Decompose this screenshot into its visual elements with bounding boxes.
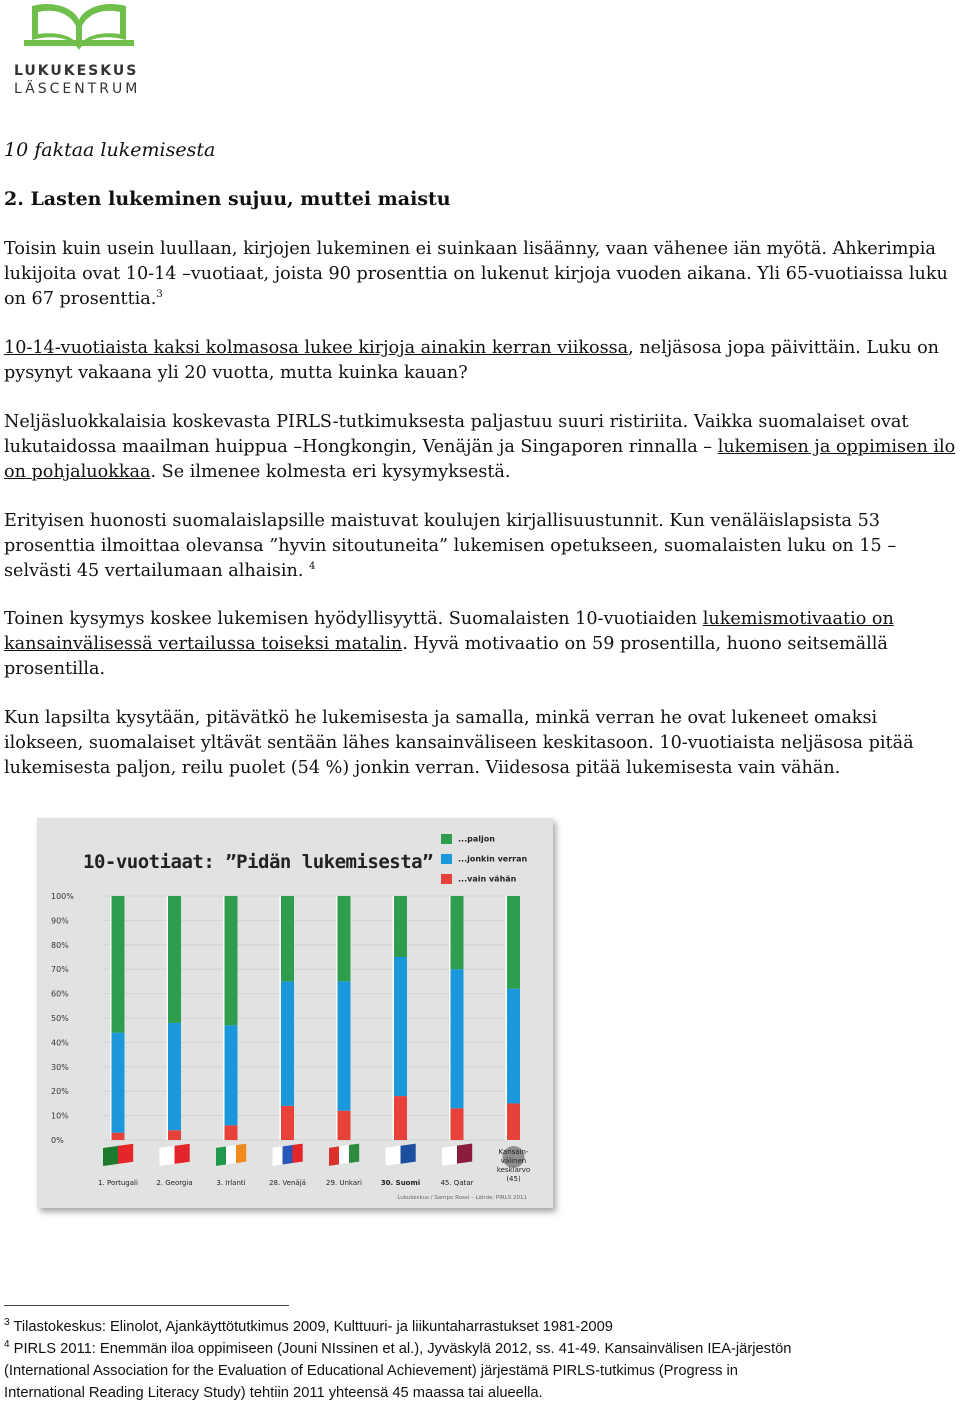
bar-segment [225,1025,238,1125]
document-title: 10 faktaa lukemisesta [4,139,216,161]
bar-segment [225,896,238,1025]
flag-stripe [386,1146,401,1166]
bar-segment [507,1103,520,1140]
footnote-4-line-2: (International Association for the Evaluation of Educational Achievement) järjestämä PIRLS-tutkimus (Progress in [4,1363,738,1379]
paragraph-6 [4,706,959,780]
y-tick-label: 50% [51,1014,69,1023]
logo-text-finnish: LUKUKESKUS [14,63,139,79]
paragraph-6-text: Kun lapsilta kysytään, pitävätkö he lukemisesta ja samalla, minkä verran he ovat lukeneet omaksi ilokseen, suomalaiset yltävät sentään lähes kansainväliseen keskitasoon. 10-vuotiaista neljäsosa pitää lukemisesta paljon, reilu puolet (54 %) jonkin verran. Viidesosa pitää lukemisesta vain vähän. [4,708,914,778]
logo-text-swedish: LÄSCENTRUM [14,81,141,97]
flag-stripe [273,1146,283,1165]
footnote-4-number: 4 [4,1339,10,1351]
bar-segment [394,1096,407,1140]
paragraph-3-underlined: lukemisen ja oppimisen ilo on pohjaluokkaa [4,436,956,482]
flag-stripe [175,1144,190,1164]
paragraph-4 [4,509,959,583]
bar-segment [225,1125,238,1140]
country-label: 28. Venäjä [269,1179,306,1187]
bar-segment [507,896,520,989]
flag-stripe [103,1146,118,1166]
open-book-icon [4,0,154,62]
flag-stripe [329,1146,339,1165]
bar-edge [449,896,451,1140]
y-tick-label: 40% [51,1038,69,1048]
flag-stripe [118,1144,133,1164]
bar-edge [167,896,169,1140]
bar-edge [280,896,282,1140]
paragraph-4-text: Erityisen huonosti suomalaislapsille maistuvat koulujen kirjallisuustunnit. Kun venäläislapsista 53 prosenttia ilmoittaa olevansa ”hyvin sitoutuneita” lukemisen opetukseen, suomalaisten luku on 15 – selvästi 45 vertailumaan alhaisin. [4,511,897,581]
country-label: 29. Unkari [326,1179,362,1187]
paragraph-2-text: , neljäsosa jopa päivittäin. Luku on pysynyt vakaana yli 20 vuotta, mutta kuinka kauan? [4,338,940,383]
footnote-3 [4,1316,944,1338]
footnote-3-number: 3 [4,1317,10,1329]
country-label: Kansain- välinen keskiarvo (45) [496,1148,531,1183]
flag-stripe [293,1144,303,1163]
bar-segment [112,1033,125,1133]
paragraph-5-text-before: Toinen kysymys koskee lukemisen hyödyllisyyttä. Suomalaisten 10-vuotiaiden [4,609,703,629]
paragraph-5 [4,607,959,681]
bar-segment [168,1130,181,1140]
paragraph-3-text-before: Neljäsluokkalaisia koskevasta PIRLS-tutkimuksesta paljastuu suuri ristiriita. Vaikka suomalaiset ovat lukutaidossa maailman huippua –Hongkongin, Venäjän ja Singaporen rinnalla – [4,412,909,457]
bar-segment [112,896,125,1033]
bar-segment [394,896,407,957]
footnote-ref-3[interactable]: 3 [156,288,163,300]
chart-title: 10-vuotiaat: ”Pidän lukemisesta” [83,851,434,873]
footnote-3-text: Tilastokeskus: Elinolot, Ajankäyttötutkimus 2009, Kulttuuri- ja liikuntaharrastukset 1981-2009 [13,1319,613,1335]
y-tick-label: 0% [51,1136,64,1145]
bar-segment [394,957,407,1096]
footnotes [4,1316,944,1404]
bar-segment [281,981,294,1105]
flag-stripe [226,1145,236,1164]
lukukeskus-logo [4,0,154,105]
flag-stripe [401,1144,416,1164]
chart-plot-area [37,818,553,1208]
bar-edge [336,896,338,1140]
y-tick-label: 80% [51,940,69,950]
bar-segment [168,896,181,1023]
footnote-4-cont2 [4,1382,944,1404]
paragraph-3-text-after: . Se ilmenee kolmesta eri kysymyksestä. [150,461,511,482]
y-tick-label: 70% [51,965,69,975]
y-tick-label: 30% [51,1062,69,1072]
flag-stripe [283,1145,293,1164]
legend-label-vain-vahan: ...vain vähän [458,874,517,884]
bar-segment [338,1111,351,1140]
y-tick-label: 20% [51,1087,69,1097]
paragraph-1-text: Toisin kuin usein luullaan, kirjojen lukeminen ei suinkaan lisäänny, vaan vähenee iän myötä. Ahkerimpia lukijoita ovat 10-14 –vuotiaat, joista 90 prosenttia on lukenut kirjoja vuoden aikana. Yli 65-vuotiaissa luku on 67 prosenttia. [4,239,948,309]
country-label: 3. Irlanti [216,1179,246,1187]
footnote-4-line-3: International Reading Literacy Study) tehtiin 2011 yhteensä 45 maassa tai alueella. [4,1385,543,1401]
legend-label-jonkin-verran: ...jonkin verran [458,854,528,864]
section-heading: 2. Lasten lukeminen sujuu, muttei maistu [4,188,451,210]
y-tick-label: 90% [51,916,69,926]
country-label: 1. Portugali [98,1179,138,1187]
bar-segment [338,896,351,981]
flag-stripe [236,1144,246,1163]
bar-segment [451,896,464,969]
country-label: 30. Suomi [380,1179,421,1187]
paragraph-5-underlined: lukemismotivaatio on kansainvälisessä vertailussa toiseksi matalin [4,609,894,654]
bar-segment [168,1023,181,1130]
bar-edge [393,896,395,1140]
bar-edge [223,896,225,1140]
footnote-4-line-1: PIRLS 2011: Enemmän iloa oppimiseen (Jouni NIssinen et al.), Jyväskylä 2012, ss. 41-49. Kansainvälisen IEA-järjestön [13,1341,792,1357]
bar-edge [506,896,508,1140]
paragraph-3 [4,410,959,484]
reading-enjoyment-chart [37,818,553,1208]
flag-stripe [349,1144,359,1163]
paragraph-2-underlined: 10-14-vuotiaista kaksi kolmasosa lukee kirjoja ainakin kerran viikossa [4,338,629,358]
bar-segment [451,1108,464,1140]
bar-segment [281,1106,294,1140]
country-label: 2. Georgia [156,1179,193,1187]
flag-stripe [442,1146,457,1166]
paragraph-2 [4,336,959,386]
paragraph-1 [4,237,959,311]
flag-stripe [457,1144,472,1164]
flag-stripe [160,1146,175,1166]
flag-stripe [216,1146,226,1165]
bar-segment [112,1133,125,1140]
y-tick-label: 10% [51,1111,69,1121]
flag-stripe [339,1145,349,1164]
paragraph-5-text-after: . Hyvä motivaatio on 59 prosentilla, huono seitsemällä prosentilla. [4,633,888,679]
bar-segment [281,896,294,981]
legend-label-paljon: ...paljon [458,834,495,844]
footnote-ref-4[interactable]: 4 [309,560,316,572]
country-label: 45. Qatar [440,1179,474,1187]
bar-segment [451,969,464,1108]
bar-segment [338,981,351,1110]
footnote-4-cont [4,1360,944,1382]
bar-segment [507,989,520,1104]
y-tick-label: 100% [51,892,74,901]
y-tick-label: 60% [51,989,69,999]
footnote-separator [4,1305,289,1306]
footnote-4 [4,1338,944,1360]
chart-credit: Lukukeskus / Sampo Rossi – Lähde: PIRLS 2011 [397,1195,527,1201]
bar-edge [110,896,112,1140]
